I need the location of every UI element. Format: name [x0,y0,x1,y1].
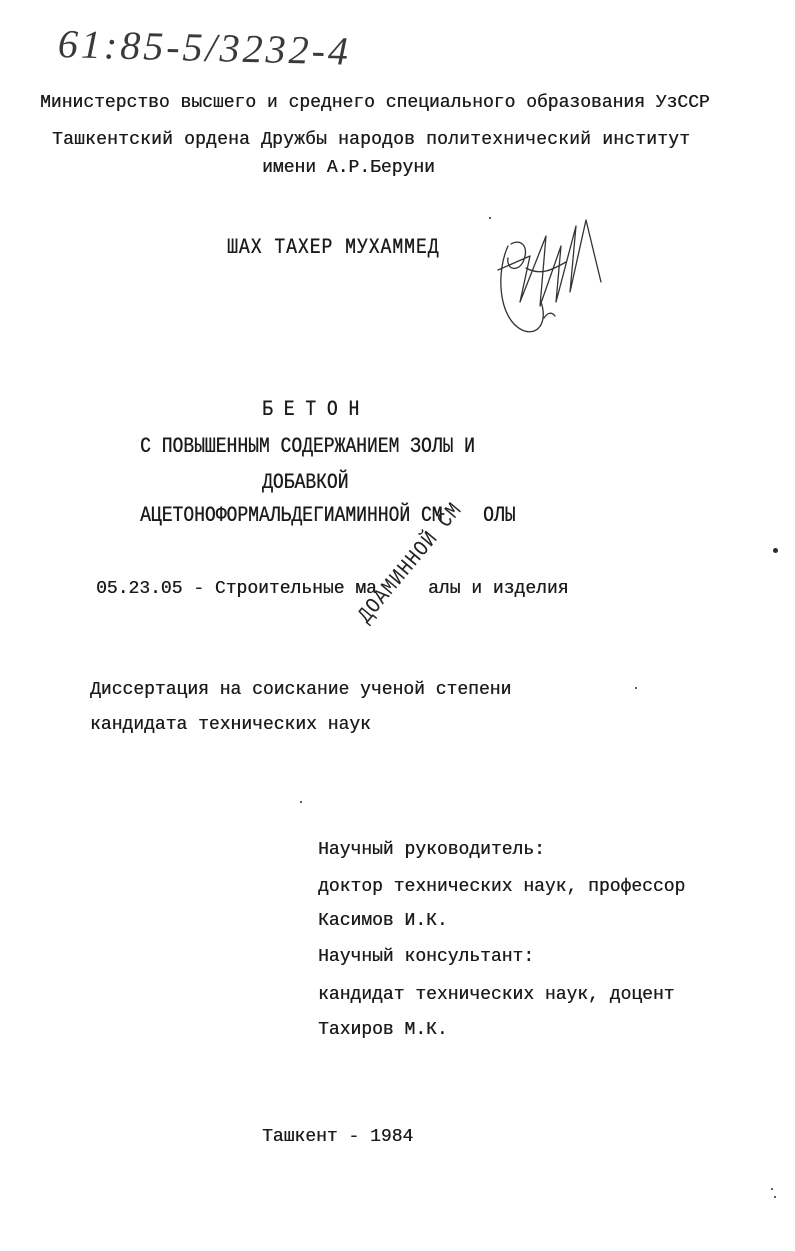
rotated-overlay-text: ДОАМИННОЙ СМ [352,497,468,628]
title-line-3: ДОБАВКОЙ [262,470,349,496]
author-name: ШАХ ТАХЕР МУХАММЕД [227,235,440,261]
scan-speck [774,1196,776,1198]
scan-speck [635,687,637,689]
title-line-4-start: АЦЕТОНОФОРМАЛЬДЕГИАМИННОЙ СМ [140,503,443,529]
degree-line-1: Диссертация на соискание ученой степени [90,680,512,700]
title-line-1: Б Е Т О Н [262,397,360,423]
institute-line: Ташкентский ордена Дружбы народов политехнический институт [52,130,691,150]
signature [488,208,613,343]
consultant-name: Тахиров М.К. [318,1020,448,1040]
institute-name-line: имени А.Р.Беруни [262,158,435,178]
specialty-line-start: 05.23.05 - Строительные ма [96,579,377,599]
degree-line-2: кандидата технических наук [90,715,371,735]
scan-speck [771,1188,773,1190]
specialty-line-end: алы и изделия [428,579,569,599]
title-line-2: С ПОВЫШЕННЫМ СОДЕРЖАНИЕМ ЗОЛЫ И [140,434,475,460]
scan-speck [773,548,778,553]
ministry-line: Министерство высшего и среднего специального образования УзССР [40,93,710,113]
place-year: Ташкент - 1984 [262,1127,414,1147]
advisor-label: Научный руководитель: [318,840,545,860]
consultant-title: кандидат технических наук, доцент [318,985,675,1005]
consultant-label: Научный консультант: [318,947,535,967]
advisor-title: доктор технических наук, профессор [318,877,686,897]
scan-speck [300,801,302,803]
archive-number: 61:85-5/3232-4 [57,21,352,74]
advisor-name: Касимов И.К. [318,911,448,931]
title-line-4-end: ОЛЫ [483,503,516,529]
scan-speck [489,217,491,219]
